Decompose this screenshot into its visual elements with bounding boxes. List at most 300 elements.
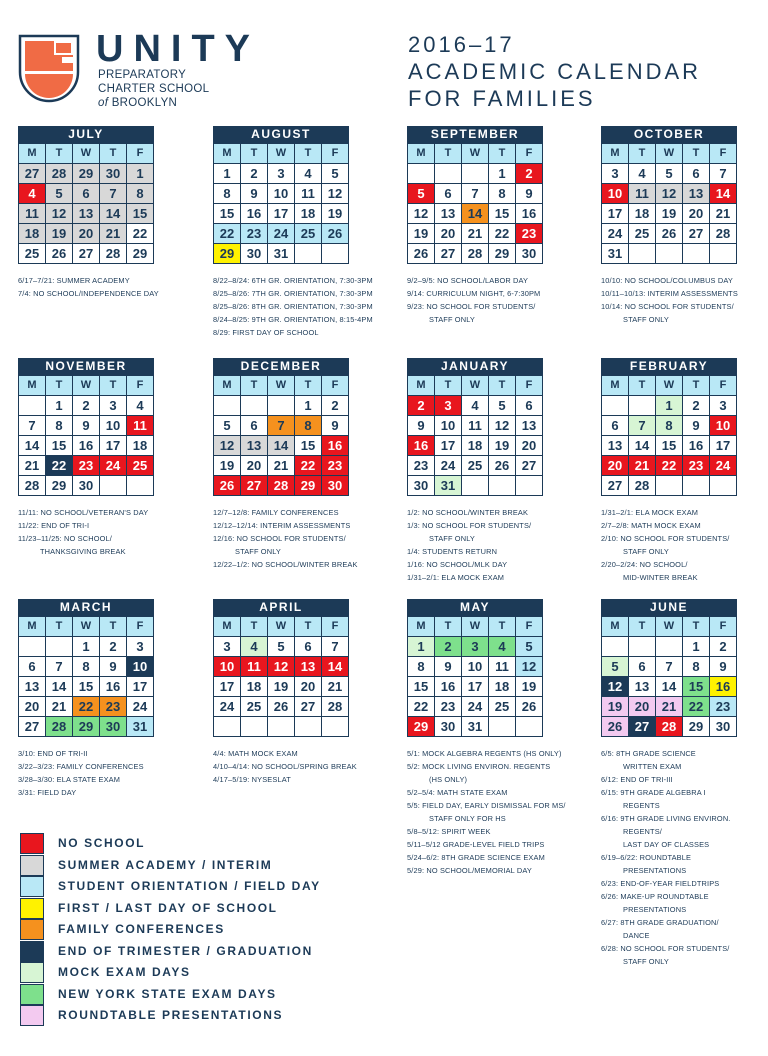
empty-day-cell: [214, 396, 240, 415]
day-cell: 5: [408, 184, 434, 203]
weekday-header: T: [46, 144, 72, 163]
day-cell: 3: [435, 396, 461, 415]
day-cell: 27: [19, 717, 45, 736]
day-cell: 8: [683, 657, 709, 676]
day-cell: 10: [435, 416, 461, 435]
note-line: 5/2: MOCK LIVING ENVIRON. REGENTS: [407, 762, 551, 771]
day-cell: 7: [656, 657, 682, 676]
weekday-header: W: [268, 376, 294, 395]
day-cell: 7: [46, 657, 72, 676]
day-cell: 12: [656, 184, 682, 203]
weekday-header: W: [656, 144, 682, 163]
weekday-header: T: [100, 617, 126, 636]
legend-label: END OF TRIMESTER / GRADUATION: [58, 943, 313, 958]
day-cell: 14: [629, 436, 655, 455]
day-cell: 29: [73, 164, 99, 183]
weekday-header: F: [127, 144, 153, 163]
weekday-header: M: [214, 376, 240, 395]
empty-day-cell: [19, 637, 45, 656]
month-days-grid: [407, 375, 543, 496]
note-line: 3/22–3/23: FAMILY CONFERENCES: [18, 762, 144, 771]
note-line: 6/23: END-OF-YEAR FIELDTRIPS: [601, 879, 720, 888]
day-cell: 7: [710, 164, 736, 183]
weekday-header: F: [322, 617, 348, 636]
day-cell: 14: [100, 204, 126, 223]
day-cell: 19: [214, 456, 240, 475]
weekday-header: F: [127, 617, 153, 636]
day-cell: 19: [268, 677, 294, 696]
school-logo: [18, 28, 398, 114]
day-cell: 25: [462, 456, 488, 475]
weekday-header: T: [295, 617, 321, 636]
note-line: 5/24–6/2: 8TH GRADE SCIENCE EXAM: [407, 853, 545, 862]
day-cell: 1: [656, 396, 682, 415]
day-cell: 24: [602, 224, 628, 243]
day-cell: 20: [295, 677, 321, 696]
day-cell: 16: [408, 436, 434, 455]
day-cell: 13: [19, 677, 45, 696]
day-cell: 15: [46, 436, 72, 455]
day-cell: 9: [435, 657, 461, 676]
day-cell: 20: [629, 697, 655, 716]
day-cell: 17: [127, 677, 153, 696]
empty-day-cell: [629, 244, 655, 263]
day-cell: 28: [268, 476, 294, 495]
month-notes: [601, 274, 737, 326]
day-cell: 14: [322, 657, 348, 676]
day-cell: 29: [408, 717, 434, 736]
note-line: 5/11–5/12 GRADE-LEVEL FIELD TRIPS: [407, 840, 545, 849]
day-cell: 6: [516, 396, 542, 415]
month-notes: [407, 747, 566, 877]
day-cell: 22: [214, 224, 240, 243]
day-cell: 2: [100, 637, 126, 656]
day-cell: 18: [241, 677, 267, 696]
month-september: [407, 126, 543, 326]
day-cell: 13: [602, 436, 628, 455]
day-cell: 10: [214, 657, 240, 676]
day-cell: 24: [710, 456, 736, 475]
school-name: PREPARATORY CHARTER SCHOOL of BROOKLYN: [98, 69, 210, 109]
month-march: [18, 599, 154, 799]
weekday-header: T: [683, 144, 709, 163]
day-cell: 10: [602, 184, 628, 203]
note-line: 11/23–11/25: NO SCHOOL/: [18, 534, 112, 543]
weekday-header: W: [73, 144, 99, 163]
day-cell: 15: [295, 436, 321, 455]
day-cell: 9: [710, 657, 736, 676]
month-april: [213, 599, 357, 786]
note-line: 12/7–12/8: FAMILY CONFERENCES: [213, 508, 339, 517]
day-cell: 15: [489, 204, 515, 223]
empty-day-cell: [268, 396, 294, 415]
month-title: NOVEMBER: [18, 358, 154, 375]
note-line: 5/1: MOCK ALGEBRA REGENTS (HS ONLY): [407, 749, 562, 758]
month-august: [213, 126, 373, 339]
note-line: 1/3: NO SCHOOL FOR STUDENTS/: [407, 521, 532, 530]
day-cell: 6: [683, 164, 709, 183]
day-cell: 15: [73, 677, 99, 696]
day-cell: 11: [489, 657, 515, 676]
note-line: THANKSGIVING BREAK: [40, 547, 126, 556]
note-line: 6/5: 8TH GRADE SCIENCE: [601, 749, 696, 758]
day-cell: 26: [268, 697, 294, 716]
month-notes: [407, 274, 543, 326]
weekday-header: F: [127, 376, 153, 395]
day-cell: 8: [214, 184, 240, 203]
empty-day-cell: [683, 244, 709, 263]
day-cell: 19: [516, 677, 542, 696]
day-cell: 26: [602, 717, 628, 736]
note-line: 8/24–8/25: 9TH GR. ORIENTATION, 8:15-4PM: [213, 315, 373, 324]
day-cell: 1: [214, 164, 240, 183]
day-cell: 3: [127, 637, 153, 656]
month-days-grid: [213, 616, 349, 737]
note-line: 3/10: END OF TRI-II: [18, 749, 88, 758]
day-cell: 18: [462, 436, 488, 455]
legend-swatch: [20, 984, 44, 1005]
legend-swatch: [20, 876, 44, 897]
day-cell: 2: [435, 637, 461, 656]
empty-day-cell: [408, 164, 434, 183]
day-cell: 25: [127, 456, 153, 475]
day-cell: 15: [683, 677, 709, 696]
day-cell: 14: [46, 677, 72, 696]
day-cell: 14: [462, 204, 488, 223]
day-cell: 31: [127, 717, 153, 736]
day-cell: 23: [100, 697, 126, 716]
day-cell: 23: [73, 456, 99, 475]
note-line: 11/22: END OF TRI-I: [18, 521, 90, 530]
day-cell: 19: [46, 224, 72, 243]
weekday-header: T: [46, 617, 72, 636]
month-notes: [407, 506, 543, 584]
month-notes: [213, 747, 357, 786]
note-line: 6/16: 9TH GRADE LIVING ENVIRON.: [601, 814, 731, 823]
legend-swatch: [20, 855, 44, 876]
day-cell: 8: [656, 416, 682, 435]
day-cell: 28: [656, 717, 682, 736]
day-cell: 20: [683, 204, 709, 223]
day-cell: 2: [710, 637, 736, 656]
day-cell: 12: [602, 677, 628, 696]
weekday-header: M: [602, 144, 628, 163]
month-notes: [601, 747, 737, 968]
note-line: 2/20–2/24: NO SCHOOL/: [601, 560, 688, 569]
day-cell: 17: [100, 436, 126, 455]
empty-day-cell: [710, 244, 736, 263]
empty-day-cell: [602, 396, 628, 415]
day-cell: 5: [516, 637, 542, 656]
day-cell: 27: [435, 244, 461, 263]
day-cell: 12: [489, 416, 515, 435]
day-cell: 9: [408, 416, 434, 435]
day-cell: 31: [268, 244, 294, 263]
day-cell: 19: [322, 204, 348, 223]
day-cell: 4: [19, 184, 45, 203]
day-cell: 9: [683, 416, 709, 435]
day-cell: 2: [516, 164, 542, 183]
note-line: LAST DAY OF CLASSES: [623, 840, 710, 849]
note-line: 4/10–4/14: NO SCHOOL/SPRING BREAK: [213, 762, 357, 771]
day-cell: 4: [629, 164, 655, 183]
weekday-header: T: [683, 617, 709, 636]
day-cell: 20: [241, 456, 267, 475]
day-cell: 30: [322, 476, 348, 495]
day-cell: 27: [602, 476, 628, 495]
day-cell: 31: [462, 717, 488, 736]
note-line: 1/31–2/1: ELA MOCK EXAM: [601, 508, 699, 517]
day-cell: 28: [19, 476, 45, 495]
note-line: 10/10: NO SCHOOL/COLUMBUS DAY: [601, 276, 733, 285]
day-cell: 6: [241, 416, 267, 435]
day-cell: 27: [295, 697, 321, 716]
month-notes: [18, 274, 159, 300]
note-line: 3/31: FIELD DAY: [18, 788, 77, 797]
day-cell: 30: [241, 244, 267, 263]
day-cell: 13: [241, 436, 267, 455]
day-cell: 20: [435, 224, 461, 243]
day-cell: 11: [127, 416, 153, 435]
weekday-header: M: [214, 144, 240, 163]
day-cell: 14: [19, 436, 45, 455]
legend-label: SUMMER ACADEMY / INTERIM: [58, 857, 273, 872]
day-cell: 30: [710, 717, 736, 736]
day-cell: 21: [629, 456, 655, 475]
day-cell: 12: [322, 184, 348, 203]
empty-day-cell: [100, 476, 126, 495]
note-line: PRESENTATIONS: [623, 866, 687, 875]
day-cell: 30: [100, 164, 126, 183]
empty-day-cell: [629, 637, 655, 656]
weekday-header: T: [629, 617, 655, 636]
weekday-header: T: [489, 376, 515, 395]
weekday-header: T: [435, 617, 461, 636]
day-cell: 6: [295, 637, 321, 656]
day-cell: 13: [73, 204, 99, 223]
month-june: [601, 599, 737, 968]
note-line: STAFF ONLY: [235, 547, 281, 556]
note-line: 10/14: NO SCHOOL FOR STUDENTS/: [601, 302, 734, 311]
day-cell: 14: [656, 677, 682, 696]
day-cell: 10: [710, 416, 736, 435]
month-notes: [18, 747, 154, 799]
note-line: 2/7–2/8: MATH MOCK EXAM: [601, 521, 701, 530]
note-line: 10/11–10/13: INTERIM ASSESSMENTS: [601, 289, 738, 298]
day-cell: 21: [462, 224, 488, 243]
month-title: DECEMBER: [213, 358, 349, 375]
day-cell: 5: [268, 637, 294, 656]
empty-day-cell: [322, 717, 348, 736]
day-cell: 5: [602, 657, 628, 676]
day-cell: 30: [408, 476, 434, 495]
day-cell: 27: [683, 224, 709, 243]
note-line: 9/14: CURRICULUM NIGHT, 6-7:30PM: [407, 289, 541, 298]
empty-day-cell: [656, 244, 682, 263]
day-cell: 25: [489, 697, 515, 716]
day-cell: 20: [19, 697, 45, 716]
day-cell: 27: [19, 164, 45, 183]
empty-day-cell: [46, 637, 72, 656]
day-cell: 21: [19, 456, 45, 475]
day-cell: 24: [462, 697, 488, 716]
day-cell: 18: [295, 204, 321, 223]
legend-swatch: [20, 898, 44, 919]
day-cell: 5: [46, 184, 72, 203]
weekday-header: F: [516, 617, 542, 636]
day-cell: 23: [516, 224, 542, 243]
weekday-header: M: [19, 617, 45, 636]
weekday-header: F: [710, 144, 736, 163]
day-cell: 14: [710, 184, 736, 203]
day-cell: 3: [268, 164, 294, 183]
month-july: [18, 126, 159, 300]
day-cell: 3: [214, 637, 240, 656]
month-notes: [213, 274, 373, 339]
day-cell: 19: [602, 697, 628, 716]
day-cell: 12: [268, 657, 294, 676]
weekday-header: T: [489, 144, 515, 163]
day-cell: 12: [516, 657, 542, 676]
empty-day-cell: [295, 244, 321, 263]
day-cell: 31: [602, 244, 628, 263]
month-days-grid: [18, 375, 154, 496]
day-cell: 12: [408, 204, 434, 223]
day-cell: 16: [322, 436, 348, 455]
month-notes: [213, 506, 358, 571]
logo-wordmark: UNITY: [96, 28, 260, 70]
note-line: 9/23: NO SCHOOL FOR STUDENTS/: [407, 302, 536, 311]
weekday-header: M: [214, 617, 240, 636]
month-days-grid: [18, 143, 154, 264]
day-cell: 22: [408, 697, 434, 716]
empty-day-cell: [462, 164, 488, 183]
note-line: 1/2: NO SCHOOL/WINTER BREAK: [407, 508, 529, 517]
day-cell: 28: [46, 164, 72, 183]
note-line: 8/29: FIRST DAY OF SCHOOL: [213, 328, 319, 337]
month-days-grid: [407, 616, 543, 737]
empty-day-cell: [214, 717, 240, 736]
weekday-header: W: [462, 144, 488, 163]
note-line: REGENTS: [623, 801, 660, 810]
day-cell: 10: [268, 184, 294, 203]
day-cell: 20: [73, 224, 99, 243]
day-cell: 13: [295, 657, 321, 676]
note-line: STAFF ONLY: [623, 957, 669, 966]
day-cell: 13: [435, 204, 461, 223]
day-cell: 21: [710, 204, 736, 223]
day-cell: 1: [489, 164, 515, 183]
legend-label: NO SCHOOL: [58, 836, 146, 850]
page-title: 2016–17 ACADEMIC CALENDAR FOR FAMILIES: [408, 32, 702, 111]
note-line: 5/2–5/4: MATH STATE EXAM: [407, 788, 508, 797]
day-cell: 12: [214, 436, 240, 455]
day-cell: 24: [100, 456, 126, 475]
weekday-header: T: [100, 144, 126, 163]
weekday-header: M: [408, 144, 434, 163]
weekday-header: M: [19, 144, 45, 163]
weekday-header: W: [462, 376, 488, 395]
day-cell: 28: [322, 697, 348, 716]
weekday-header: W: [73, 617, 99, 636]
legend-label: NEW YORK STATE EXAM DAYS: [58, 986, 277, 1001]
day-cell: 17: [268, 204, 294, 223]
day-cell: 8: [127, 184, 153, 203]
day-cell: 4: [295, 164, 321, 183]
weekday-header: W: [73, 376, 99, 395]
month-title: AUGUST: [213, 126, 349, 143]
day-cell: 4: [489, 637, 515, 656]
note-line: DANCE: [623, 931, 650, 940]
weekday-header: T: [629, 376, 655, 395]
day-cell: 22: [656, 456, 682, 475]
day-cell: 7: [629, 416, 655, 435]
day-cell: 11: [241, 657, 267, 676]
day-cell: 26: [489, 456, 515, 475]
day-cell: 15: [214, 204, 240, 223]
day-cell: 10: [100, 416, 126, 435]
day-cell: 22: [489, 224, 515, 243]
day-cell: 29: [73, 717, 99, 736]
legend-label: FAMILY CONFERENCES: [58, 922, 225, 936]
note-line: STAFF ONLY: [429, 534, 475, 543]
day-cell: 16: [100, 677, 126, 696]
day-cell: 11: [19, 204, 45, 223]
day-cell: 10: [462, 657, 488, 676]
day-cell: 19: [408, 224, 434, 243]
day-cell: 3: [462, 637, 488, 656]
month-title: JUNE: [601, 599, 737, 616]
day-cell: 25: [19, 244, 45, 263]
weekday-header: F: [516, 144, 542, 163]
day-cell: 8: [489, 184, 515, 203]
month-may: [407, 599, 566, 877]
day-cell: 24: [435, 456, 461, 475]
day-cell: 23: [408, 456, 434, 475]
legend-swatch: [20, 941, 44, 962]
note-line: STAFF ONLY: [623, 547, 669, 556]
day-cell: 7: [19, 416, 45, 435]
note-line: 8/22–8/24: 6TH GR. ORIENTATION, 7:30-3PM: [213, 276, 373, 285]
empty-day-cell: [683, 476, 709, 495]
day-cell: 25: [629, 224, 655, 243]
day-cell: 1: [46, 396, 72, 415]
day-cell: 16: [73, 436, 99, 455]
day-cell: 29: [683, 717, 709, 736]
day-cell: 28: [462, 244, 488, 263]
weekday-header: T: [489, 617, 515, 636]
day-cell: 17: [710, 436, 736, 455]
day-cell: 2: [73, 396, 99, 415]
day-cell: 8: [408, 657, 434, 676]
note-line: 6/19–6/22: ROUNDTABLE: [601, 853, 692, 862]
empty-day-cell: [656, 637, 682, 656]
day-cell: 5: [214, 416, 240, 435]
empty-day-cell: [489, 717, 515, 736]
day-cell: 2: [241, 164, 267, 183]
note-line: (HS ONLY): [429, 775, 468, 784]
day-cell: 29: [127, 244, 153, 263]
day-cell: 8: [73, 657, 99, 676]
legend-swatch: [20, 919, 44, 940]
note-line: 12/16: NO SCHOOL FOR STUDENTS/: [213, 534, 346, 543]
day-cell: 21: [268, 456, 294, 475]
legend-label: FIRST / LAST DAY OF SCHOOL: [58, 900, 278, 915]
weekday-header: M: [408, 617, 434, 636]
empty-day-cell: [322, 244, 348, 263]
day-cell: 3: [100, 396, 126, 415]
day-cell: 16: [241, 204, 267, 223]
